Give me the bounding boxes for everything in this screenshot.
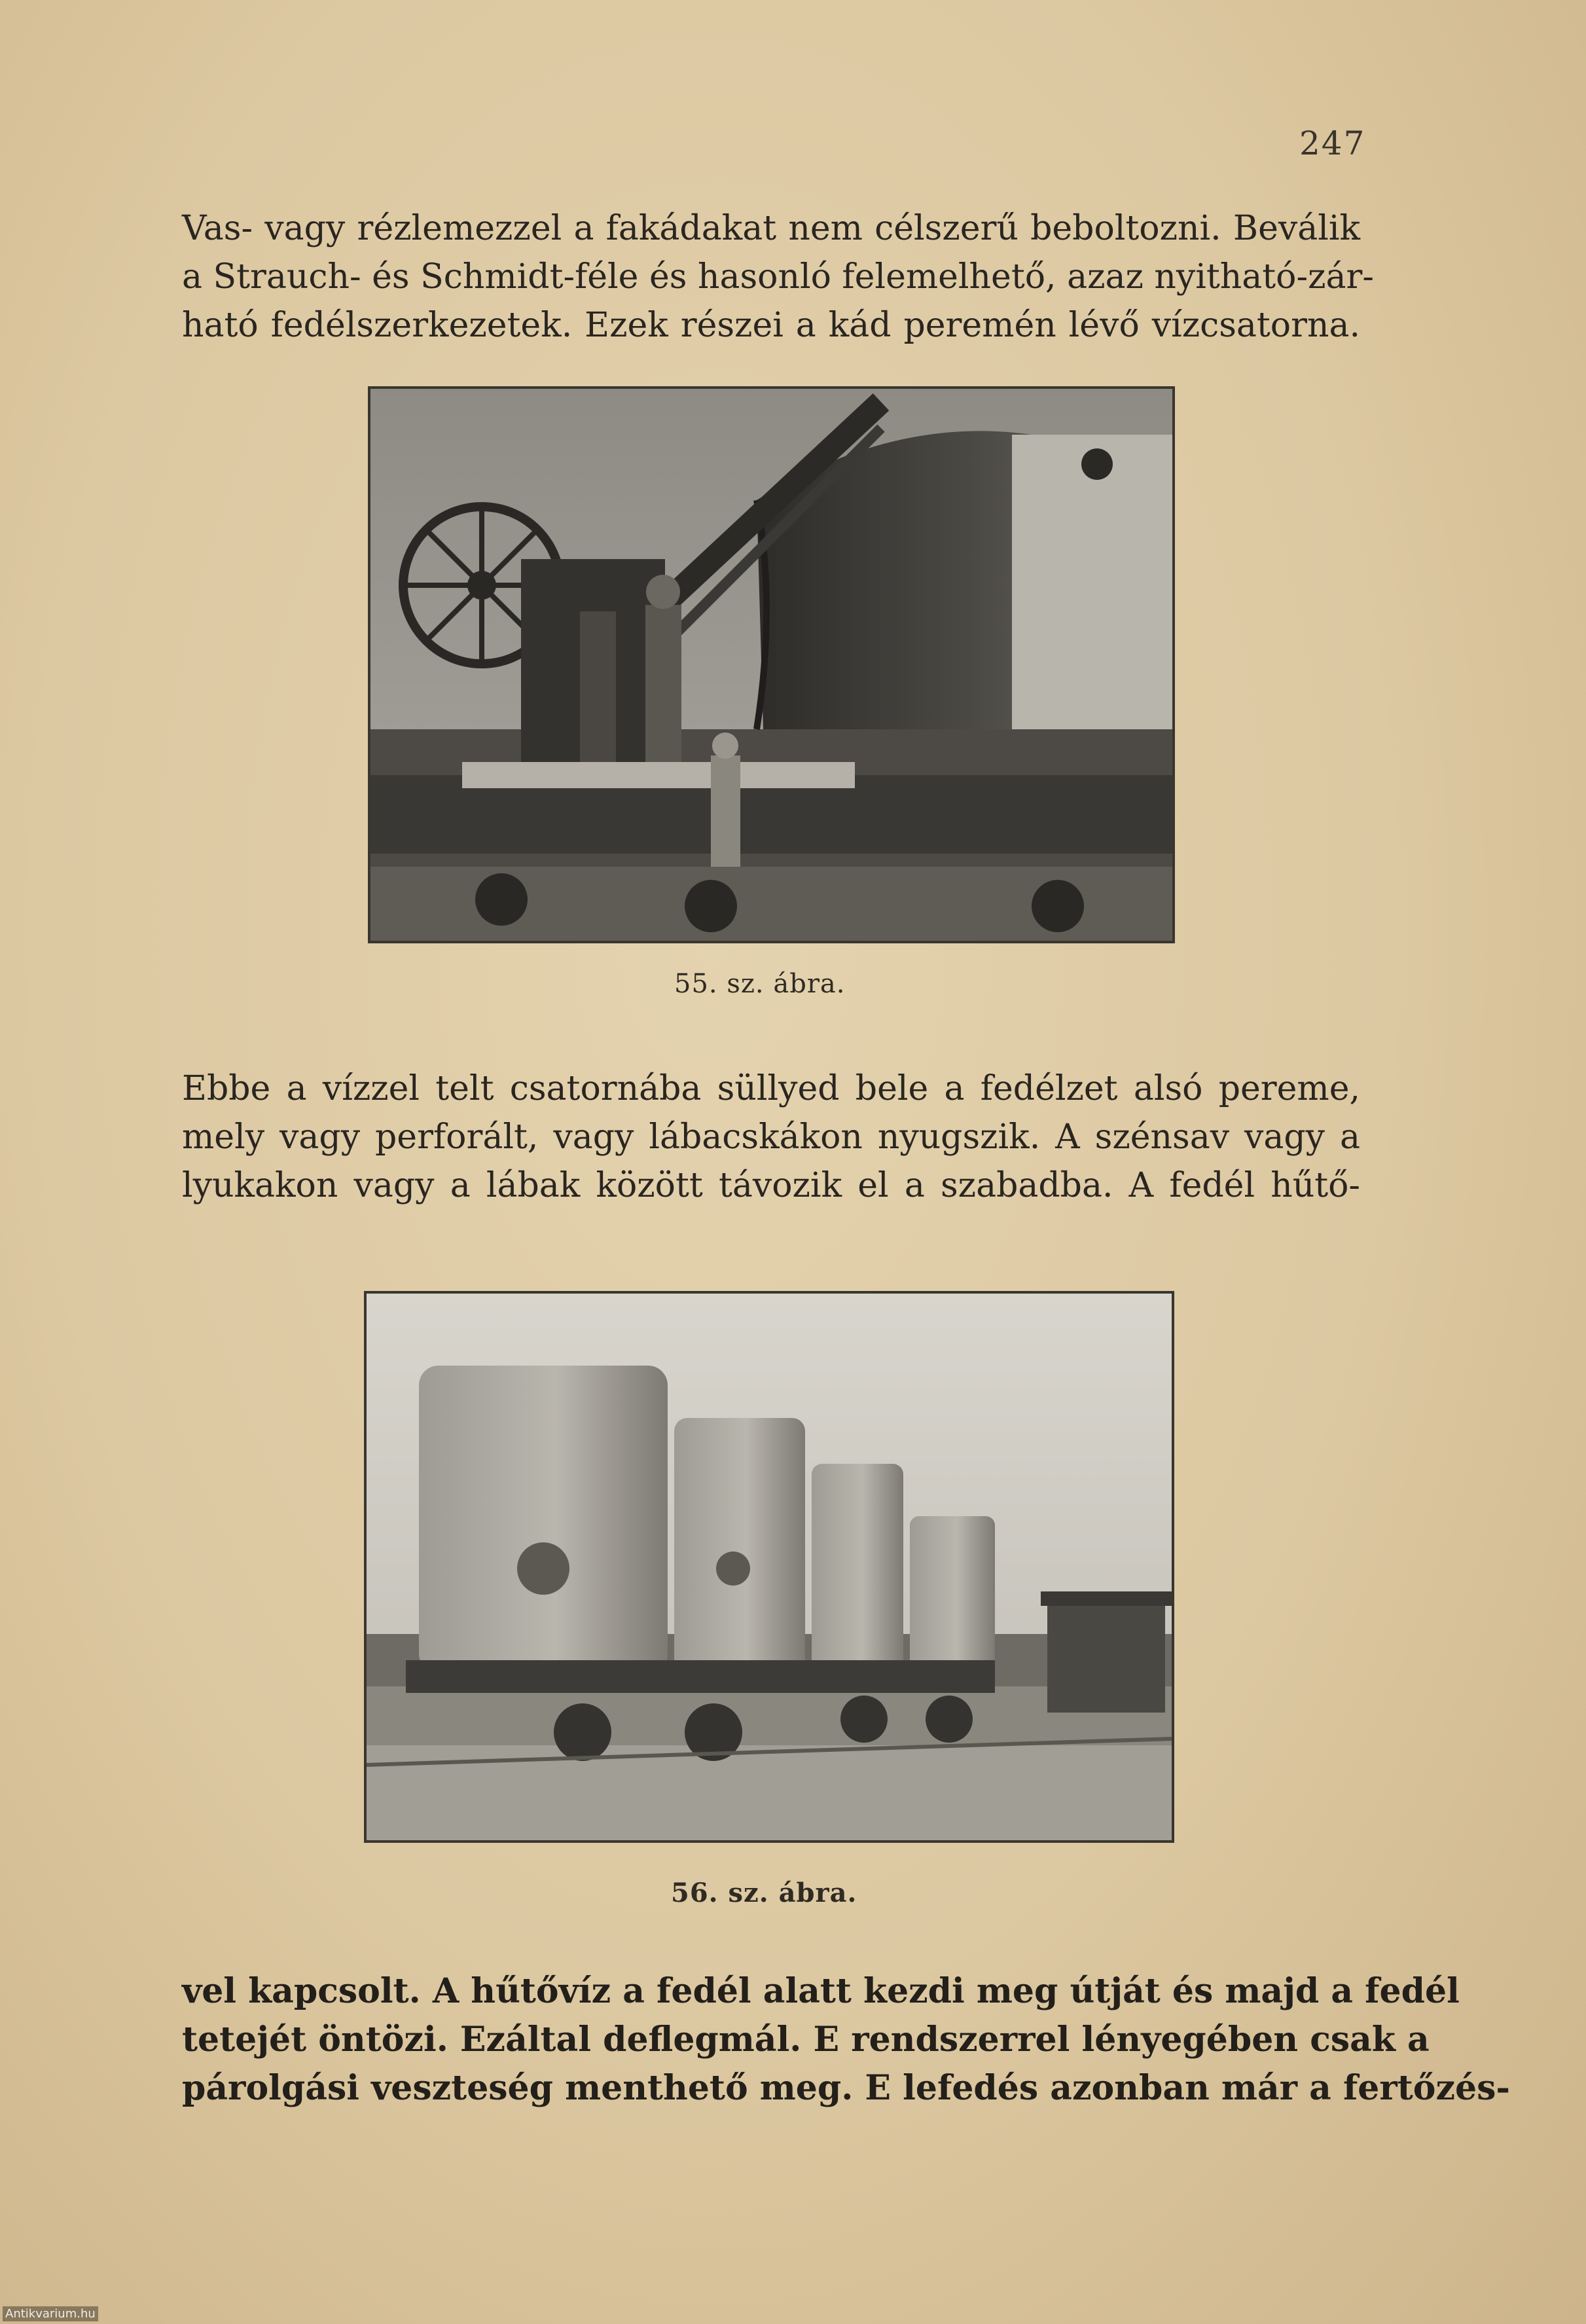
figure-56-caption: 56. sz. ábra. — [671, 1878, 857, 1908]
figure-55-caption: 55. sz. ábra. — [674, 969, 846, 999]
text-line: lyukakon vagy a lábak között távozik el a szabadba. A fedél hűtő- — [182, 1166, 1360, 1205]
crane-lifting-tank-cover-image — [370, 389, 1172, 941]
text-line: ható fedélszerkezetek. Ezek részei a kád peremén lévő vízcsatorna. — [182, 306, 1360, 345]
tanks-on-rail-wagons-image — [367, 1294, 1172, 1840]
text-line: párolgási veszteség menthető meg. E lefedés azonban már a fertőzés- — [182, 2068, 1510, 2108]
page-number: 247 — [1299, 124, 1366, 162]
figure-55-photo — [368, 386, 1175, 943]
paragraph-3 — [182, 1967, 1510, 2113]
paragraph-1 — [182, 204, 1374, 350]
figure-56-photo — [364, 1291, 1174, 1843]
text-line: mely vagy perforált, vagy lábacskákon nyugszik. A szénsav vagy a — [182, 1117, 1360, 1157]
watermark-label: Antikvarium.hu — [3, 2306, 98, 2321]
text-line: tetejét öntözi. Ezáltal deflegmál. E rendszerrel lényegében csak a — [182, 2020, 1430, 2060]
text-line: a Strauch- és Schmidt-féle és hasonló felemelhető, azaz nyitható-zár- — [182, 257, 1374, 297]
paragraph-2 — [182, 1064, 1360, 1210]
text-line: Ebbe a vízzel telt csatornába süllyed bele a fedélzet alsó pereme, — [182, 1069, 1360, 1108]
text-line: Vas- vagy rézlemezzel a fakádakat nem célszerű beboltozni. Beválik — [182, 209, 1360, 248]
text-line: vel kapcsolt. A hűtővíz a fedél alatt kezdi meg útját és majd a fedél — [182, 1971, 1460, 2011]
